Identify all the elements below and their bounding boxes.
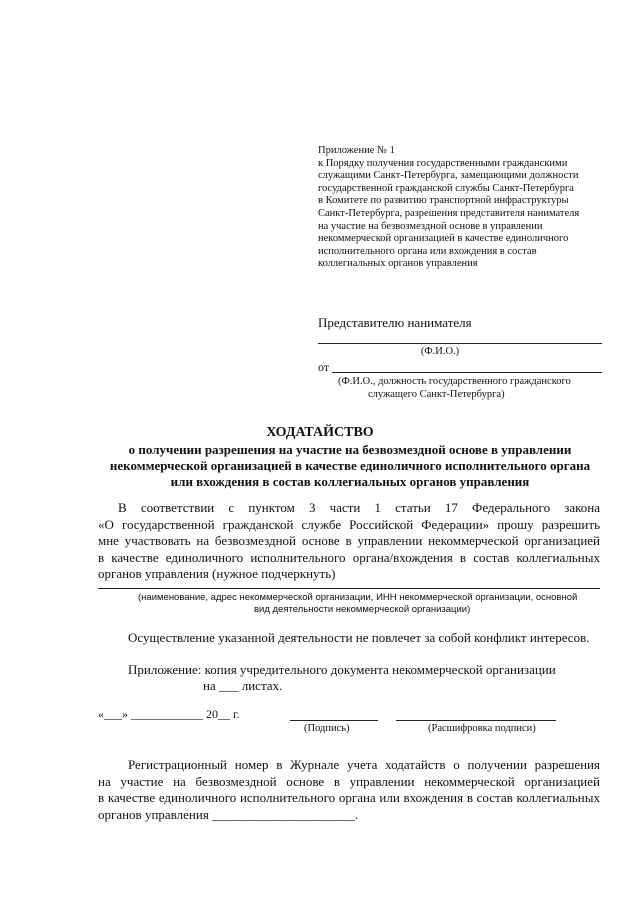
addressee-fio-line[interactable] [318, 343, 602, 344]
appendix-line: служащими Санкт-Петербурга, замещающими должности [318, 170, 579, 182]
organization-field-line[interactable] [98, 588, 600, 589]
signature-decode-caption: (Расшифровка подписи) [428, 723, 536, 734]
addressee-from-caption-2: служащего Санкт-Петербурга) [368, 389, 505, 400]
appendix-line: Санкт-Петербурга, разрешения представителя нанимателя [318, 207, 580, 219]
document-subtitle-2: некоммерческой организацией в качестве единоличного исполнительного органа [109, 458, 591, 473]
appendix-line: исполнительного органа или вхождения в состав [318, 245, 537, 257]
appendix-block [318, 145, 618, 271]
addressee-fio-caption: (Ф.И.О.) [420, 346, 460, 357]
document-subtitle-3: или вхождения в состав коллегиальных органов управления [170, 474, 530, 489]
addressee-from-line[interactable] [332, 372, 602, 373]
appendix-line: некоммерческой организацией в качестве единоличного [318, 233, 569, 245]
attachment-line-2: на ___ листах. [203, 678, 283, 693]
registration-line: на участие на безвозмездной основе в управлении некоммерческой организацией [98, 773, 600, 789]
signature-decode-line[interactable] [396, 720, 556, 721]
registration-line-last[interactable]: органов управления ______________________. [98, 806, 359, 822]
document-title: ХОДАТАЙСТВО [266, 425, 374, 440]
registration-block [98, 757, 600, 823]
paragraph-line: В соответствии с пунктом 3 части 1 статьи 17 Федерального закона [118, 500, 600, 515]
paragraph-line: в качестве единоличного исполнительного органа/вхождения в состав коллегиальных [98, 549, 600, 565]
organization-caption-1: (наименование, адрес некоммерческой организации, ИНН некоммерческой организации, основной [138, 592, 578, 603]
paragraph-line: «О государственной гражданской службе Российской Федерации» прошу разрешить [98, 516, 600, 532]
paragraph-line: органов управления (нужное подчеркнуть) [98, 566, 336, 581]
appendix-line: коллегиальных органов управления [318, 258, 478, 270]
appendix-line: на участие на безвозмездной основе в управлении [318, 220, 543, 232]
appendix-title: Приложение № 1 [318, 145, 395, 156]
appendix-line: в Комитете по развитию транспортной инфраструктуры [318, 195, 569, 207]
conflict-statement: Осуществление указанной деятельности не повлечет за собой конфликт интересов. [128, 630, 590, 645]
paragraph-line: мне участвовать на безвозмездной основе в управлении некоммерческой организацией [98, 533, 600, 548]
date-field[interactable]: «___» ____________ 20__ г. [98, 707, 240, 721]
request-paragraph [98, 500, 600, 583]
appendix-line: государственной гражданской службы Санкт-Петербурга [318, 182, 574, 194]
registration-line: в качестве единоличного исполнительного органа или вхождения в состав коллегиальных [98, 790, 600, 805]
appendix-line: к Порядку получения государственными гражданскими [318, 157, 568, 169]
registration-line: Регистрационный номер в Журнале учета ходатайств о получении разрешения [128, 757, 600, 772]
attachment-line-1: Приложение: копия учредительного документа некоммерческой организации [128, 662, 556, 677]
signature-caption: (Подпись) [304, 723, 350, 734]
organization-caption-2: вид деятельности некоммерческой организации) [254, 604, 471, 615]
addressee-from-label: от [318, 360, 330, 374]
document-subtitle-1: о получении разрешения на участие на безвозмездной основе в управлении [128, 442, 572, 457]
signature-line[interactable] [290, 720, 378, 721]
addressee-from-caption-1: (Ф.И.О., должность государственного гражданского [338, 376, 571, 387]
addressee-to: Представителю нанимателя [318, 315, 472, 330]
